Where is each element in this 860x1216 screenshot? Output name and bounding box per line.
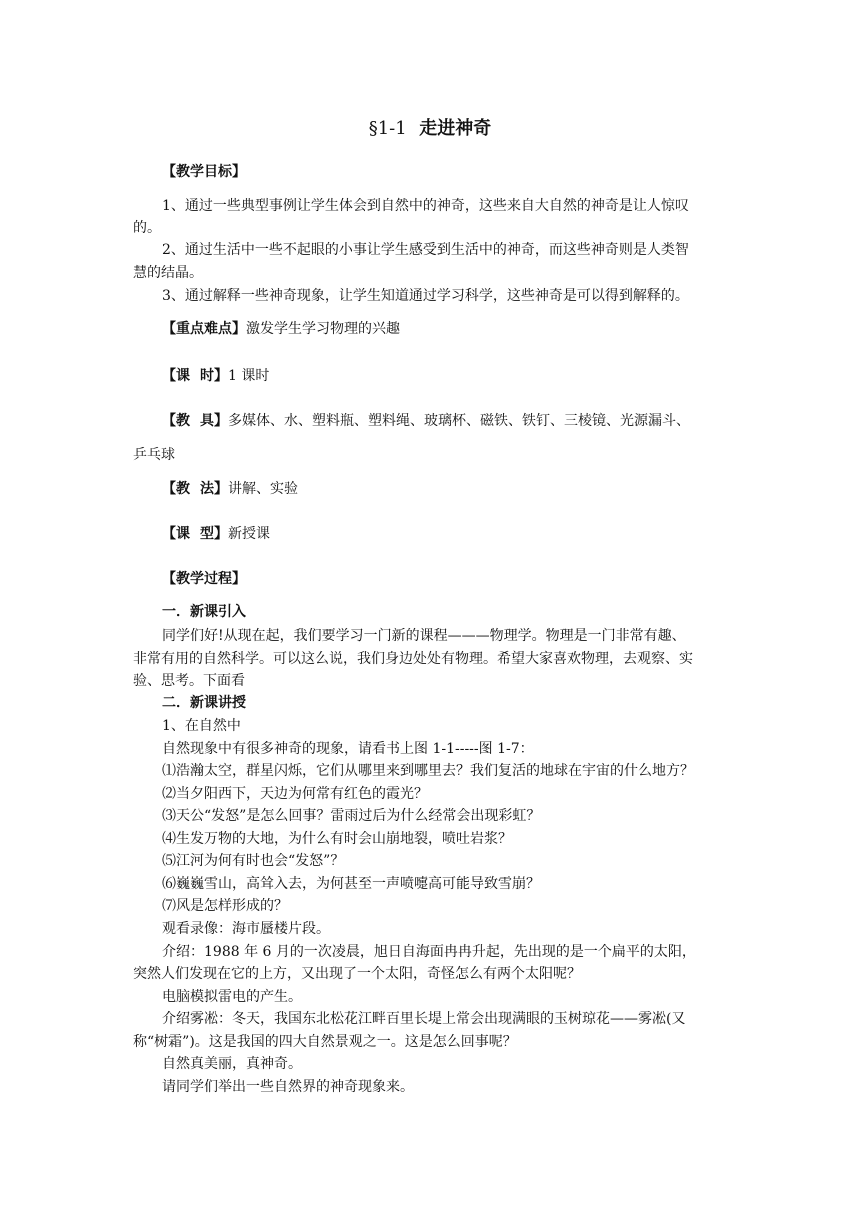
type-text: 新授课 — [228, 526, 270, 542]
lecture-line-6: ⑷生发万物的大地，为什么有时会山崩地裂，喷吐岩浆？ — [162, 831, 512, 847]
key-points-row — [162, 320, 400, 338]
lecture-line-3: ⑴浩瀚太空，群星闪烁，它们从哪里来到哪里去？我们复活的地球在宇宙的什么地方？ — [162, 763, 694, 779]
lecture-line-13: 电脑模拟雷电的产生。 — [162, 989, 302, 1005]
tools-label-close: 具】 — [200, 413, 228, 429]
objective-line-1-cont: 的。 — [133, 220, 161, 236]
objective-line-3: 3、通过解释一些神奇现象，让学生知道通过学习科学，这些神奇是可以得到解释的。 — [162, 288, 689, 304]
method-label-open: 【教 — [162, 481, 190, 497]
lecture-line-1: 1、在自然中 — [162, 718, 241, 734]
objective-line-1: 1、通过一些典型事例让学生体会到自然中的神奇，这些来自大自然的神奇是让人惊叹 — [162, 198, 689, 214]
lecture-line-14: 介绍雾凇：冬天，我国东北松花江畔百里长堤上常会出现满眼的玉树琼花——雾凇(又 — [162, 1011, 686, 1027]
lecture-heading: 二．新课讲授 — [162, 695, 246, 711]
type-row — [162, 525, 270, 543]
lecture-line-9: ⑺风是怎样形成的？ — [162, 898, 288, 914]
lecture-line-11: 介绍：1988 年 6 月的一次凌晨，旭日自海面冉冉升起，先出现的是一个扁平的太阳， — [162, 944, 696, 960]
page-title — [0, 118, 860, 140]
period-label-open: 【课 — [162, 368, 190, 384]
section-number: §1-1 — [368, 118, 407, 139]
lecture-line-4: ⑵当夕阳西下，天边为何常有红色的霞光？ — [162, 786, 428, 802]
objective-line-2-cont: 慧的结晶。 — [133, 265, 203, 281]
type-label-close: 型】 — [200, 526, 228, 542]
lecture-line-17: 请同学们举出一些自然界的神奇现象来。 — [162, 1079, 414, 1095]
tools-label-open: 【教 — [162, 413, 190, 429]
intro-line-3: 验、思考。下面看 — [133, 673, 245, 689]
lecture-line-8: ⑹巍巍雪山，高耸入去，为何甚至一声喷嚏高可能导致雪崩？ — [162, 876, 540, 892]
objective-line-2: 2、通过生活中一些不起眼的小事让学生感受到生活中的神奇，而这些神奇则是人类智 — [162, 242, 689, 258]
tools-text: 多媒体、水、塑料瓶、塑料绳、玻璃杯、磁铁、铁钉、三棱镜、光源漏斗、 — [228, 413, 690, 429]
period-label-close: 时】 — [200, 368, 228, 384]
objectives-heading: 【教学目标】 — [162, 164, 246, 180]
intro-heading: 一．新课引入 — [162, 604, 246, 620]
tools-text-cont: 乒乓球 — [133, 447, 175, 463]
lecture-line-12: 突然人们发现在它的上方，又出现了一个太阳，奇怪怎么有两个太阳呢？ — [133, 966, 581, 982]
period-row — [162, 367, 269, 385]
process-heading: 【教学过程】 — [162, 571, 246, 587]
lecture-line-16: 自然真美丽，真神奇。 — [162, 1056, 302, 1072]
lecture-line-2: 自然现象中有很多神奇的现象，请看书上图 1-1-----图 1-7： — [162, 741, 534, 757]
lecture-line-5: ⑶天公“发怒”是怎么回事？雷雨过后为什么经常会出现彩虹？ — [162, 808, 541, 824]
tools-row — [162, 412, 690, 430]
lecture-line-7: ⑸江河为何有时也会“发怒”？ — [162, 853, 345, 869]
method-text: 讲解、实验 — [228, 481, 298, 497]
type-label-open: 【课 — [162, 526, 190, 542]
period-text: 1 课时 — [228, 368, 270, 384]
title-text: 走进神奇 — [419, 118, 492, 139]
key-points-text: 激发学生学习物理的兴趣 — [246, 321, 400, 337]
intro-line-1: 同学们好!从现在起，我们要学习一门新的课程———物理学。物理是一门非常有趣、 — [162, 628, 686, 644]
method-row — [162, 480, 298, 498]
lecture-line-10: 观看录像：海市蜃楼片段。 — [162, 921, 330, 937]
method-label-close: 法】 — [200, 481, 228, 497]
key-points-label: 【重点难点】 — [162, 321, 246, 337]
lecture-line-15: 称“树霜”)。这是我国的四大自然景观之一。这是怎么回事呢？ — [133, 1034, 517, 1050]
intro-line-2: 非常有用的自然科学。可以这么说，我们身边处处有物理。希望大家喜欢物理，去观察、实 — [133, 651, 693, 667]
